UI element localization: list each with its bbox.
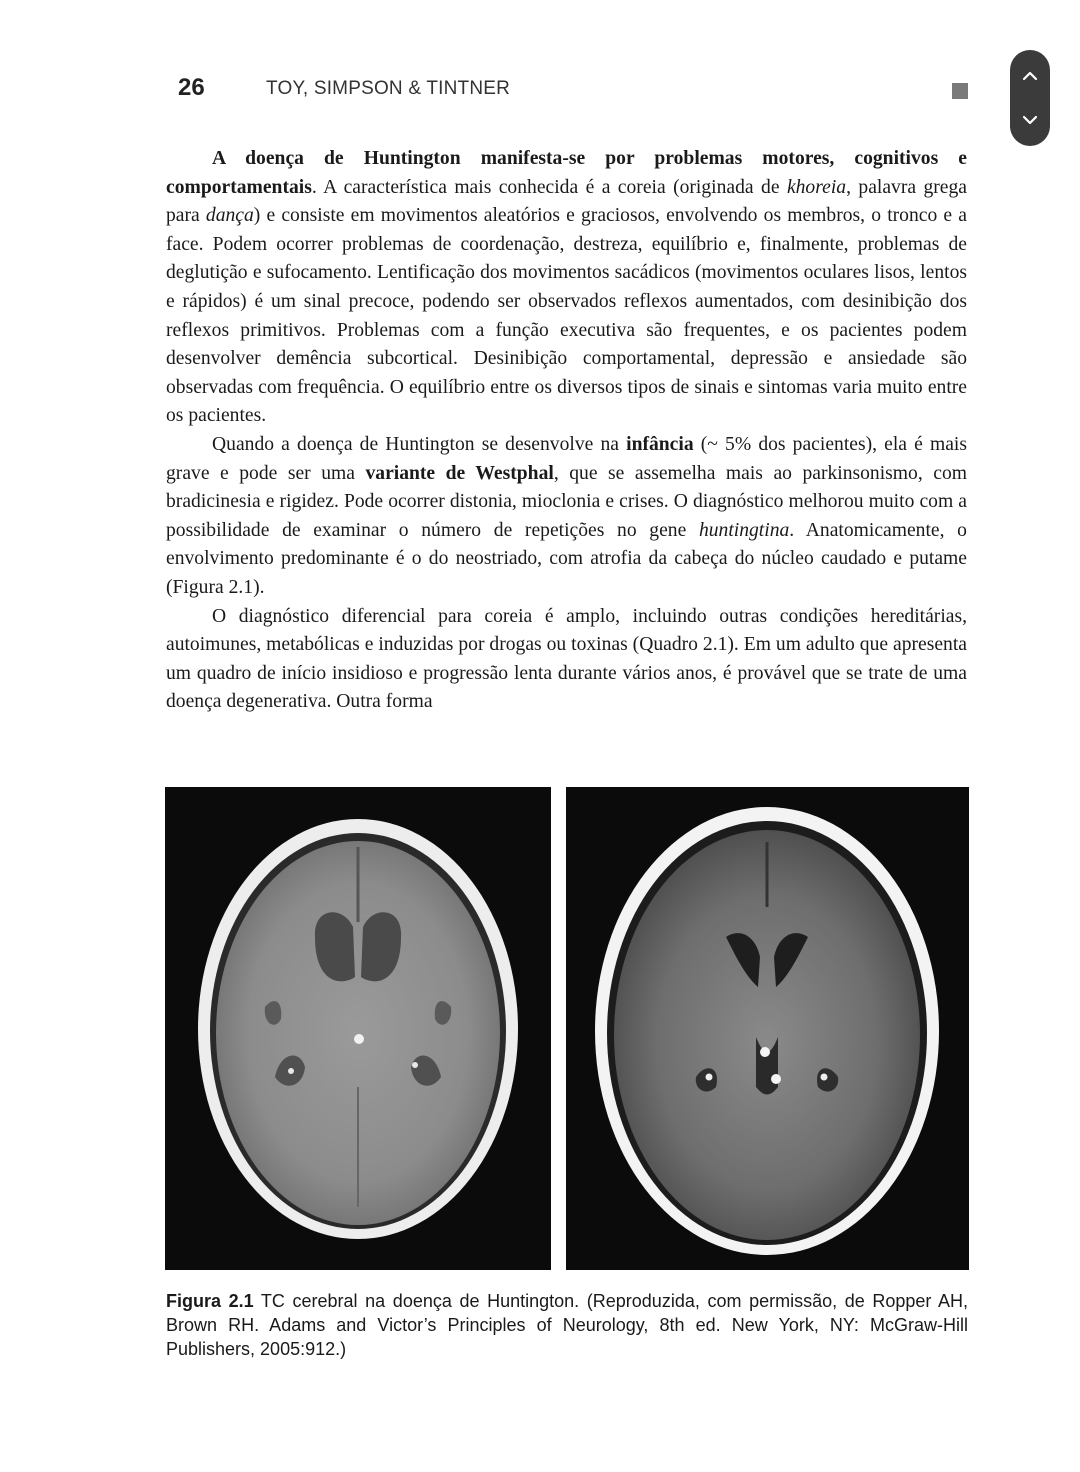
next-page-button[interactable] <box>1010 100 1050 140</box>
chevron-up-icon <box>1021 67 1039 85</box>
italic-term: huntingtina <box>698 519 790 541</box>
page-navigation <box>1010 50 1050 146</box>
text-span: . A característica mais conhecida é a coreia (originada de <box>311 176 787 198</box>
text-span: . Anatomicamente, o envolvimento predominante é o do neostriado, com atrofia da cabeça do núcleo caudado e putame (Figura 2.1). <box>166 519 967 598</box>
ct-scan-right <box>566 787 969 1270</box>
bold-lead: A doença de Huntington manifesta-se por problemas motores, cognitivos e comportamentais <box>166 148 967 198</box>
bold-term: infância <box>626 433 694 455</box>
chevron-down-icon <box>1021 111 1039 129</box>
text-span: Quando a doença de Huntington se desenvolve na <box>212 433 627 455</box>
previous-page-button[interactable] <box>1010 56 1050 96</box>
italic-term: khoreia <box>786 176 847 198</box>
page-header <box>178 74 972 108</box>
caption-text: TC cerebral na doença de Huntington. (Reproduzida, com permissão, de Ropper AH, Brown RH. Adams and Victor’s Principles of Neurology, 8th ed. New York, NY: McGraw-Hill Publishers, 2005:912.) <box>166 1291 968 1359</box>
ct-scan-left-image <box>165 787 551 1270</box>
text-span: , palavra grega para <box>166 176 967 227</box>
ct-scan-left <box>165 787 551 1270</box>
text-span: (~ 5% dos pacientes), ela é mais grave e pode ser uma <box>166 433 967 484</box>
bold-term: variante de Westphal <box>365 462 554 484</box>
figure-label: Figura 2.1 <box>166 1291 254 1311</box>
running-head: TOY, SIMPSON & TINTNER <box>266 78 511 99</box>
paragraph-2 <box>166 431 967 603</box>
figure-caption <box>166 1289 968 1361</box>
figure-2-1 <box>165 787 969 1270</box>
italic-term: dança <box>205 205 254 227</box>
text-span: ) e consiste em movimentos aleatórios e graciosos, envolvendo os membros, o tronco e a face. Podem ocorrer problemas de coordenação, destreza, equilíbrio e, finalmente, problemas de deglutição e sufocamento. Lentificação dos movimentos sacádicos (movimentos oculares lisos, lentos e rápidos) é um sinal precoce, podendo ser observados reflexos aumentados, com desinibição dos reflexos primitivos. Problemas com a função executiva são frequentes, e os pacientes podem desenvolver demência subcortical. Desinibição comportamental, depressão e ansiedade são observadas com frequência. O equilíbrio entre os diversos tipos de sinais e sintomas varia muito entre os pacientes. <box>166 205 967 427</box>
header-marker-icon <box>952 83 968 99</box>
page-number: 26 <box>178 74 205 101</box>
paragraph-3 <box>166 603 967 717</box>
ct-scan-right-image <box>566 787 969 1270</box>
text-span: , que se assemelha mais ao parkinsonismo, com bradicinesia e rigidez. Pode ocorrer distonia, mioclonia e crises. O diagnóstico melhorou muito com a possibilidade de examinar o número de repetições no gene <box>166 462 967 541</box>
text-span: O diagnóstico diferencial para coreia é amplo, incluindo outras condições hereditárias, autoimunes, metabólicas e induzidas por drogas ou toxinas (Quadro 2.1). Em um adulto que apresenta um quadro de início insidioso e progressão lenta durante vários anos, é provável que se trate de uma doença degenerativa. Outra forma <box>166 605 967 713</box>
paragraph-1 <box>166 145 967 431</box>
body-text <box>166 145 967 717</box>
